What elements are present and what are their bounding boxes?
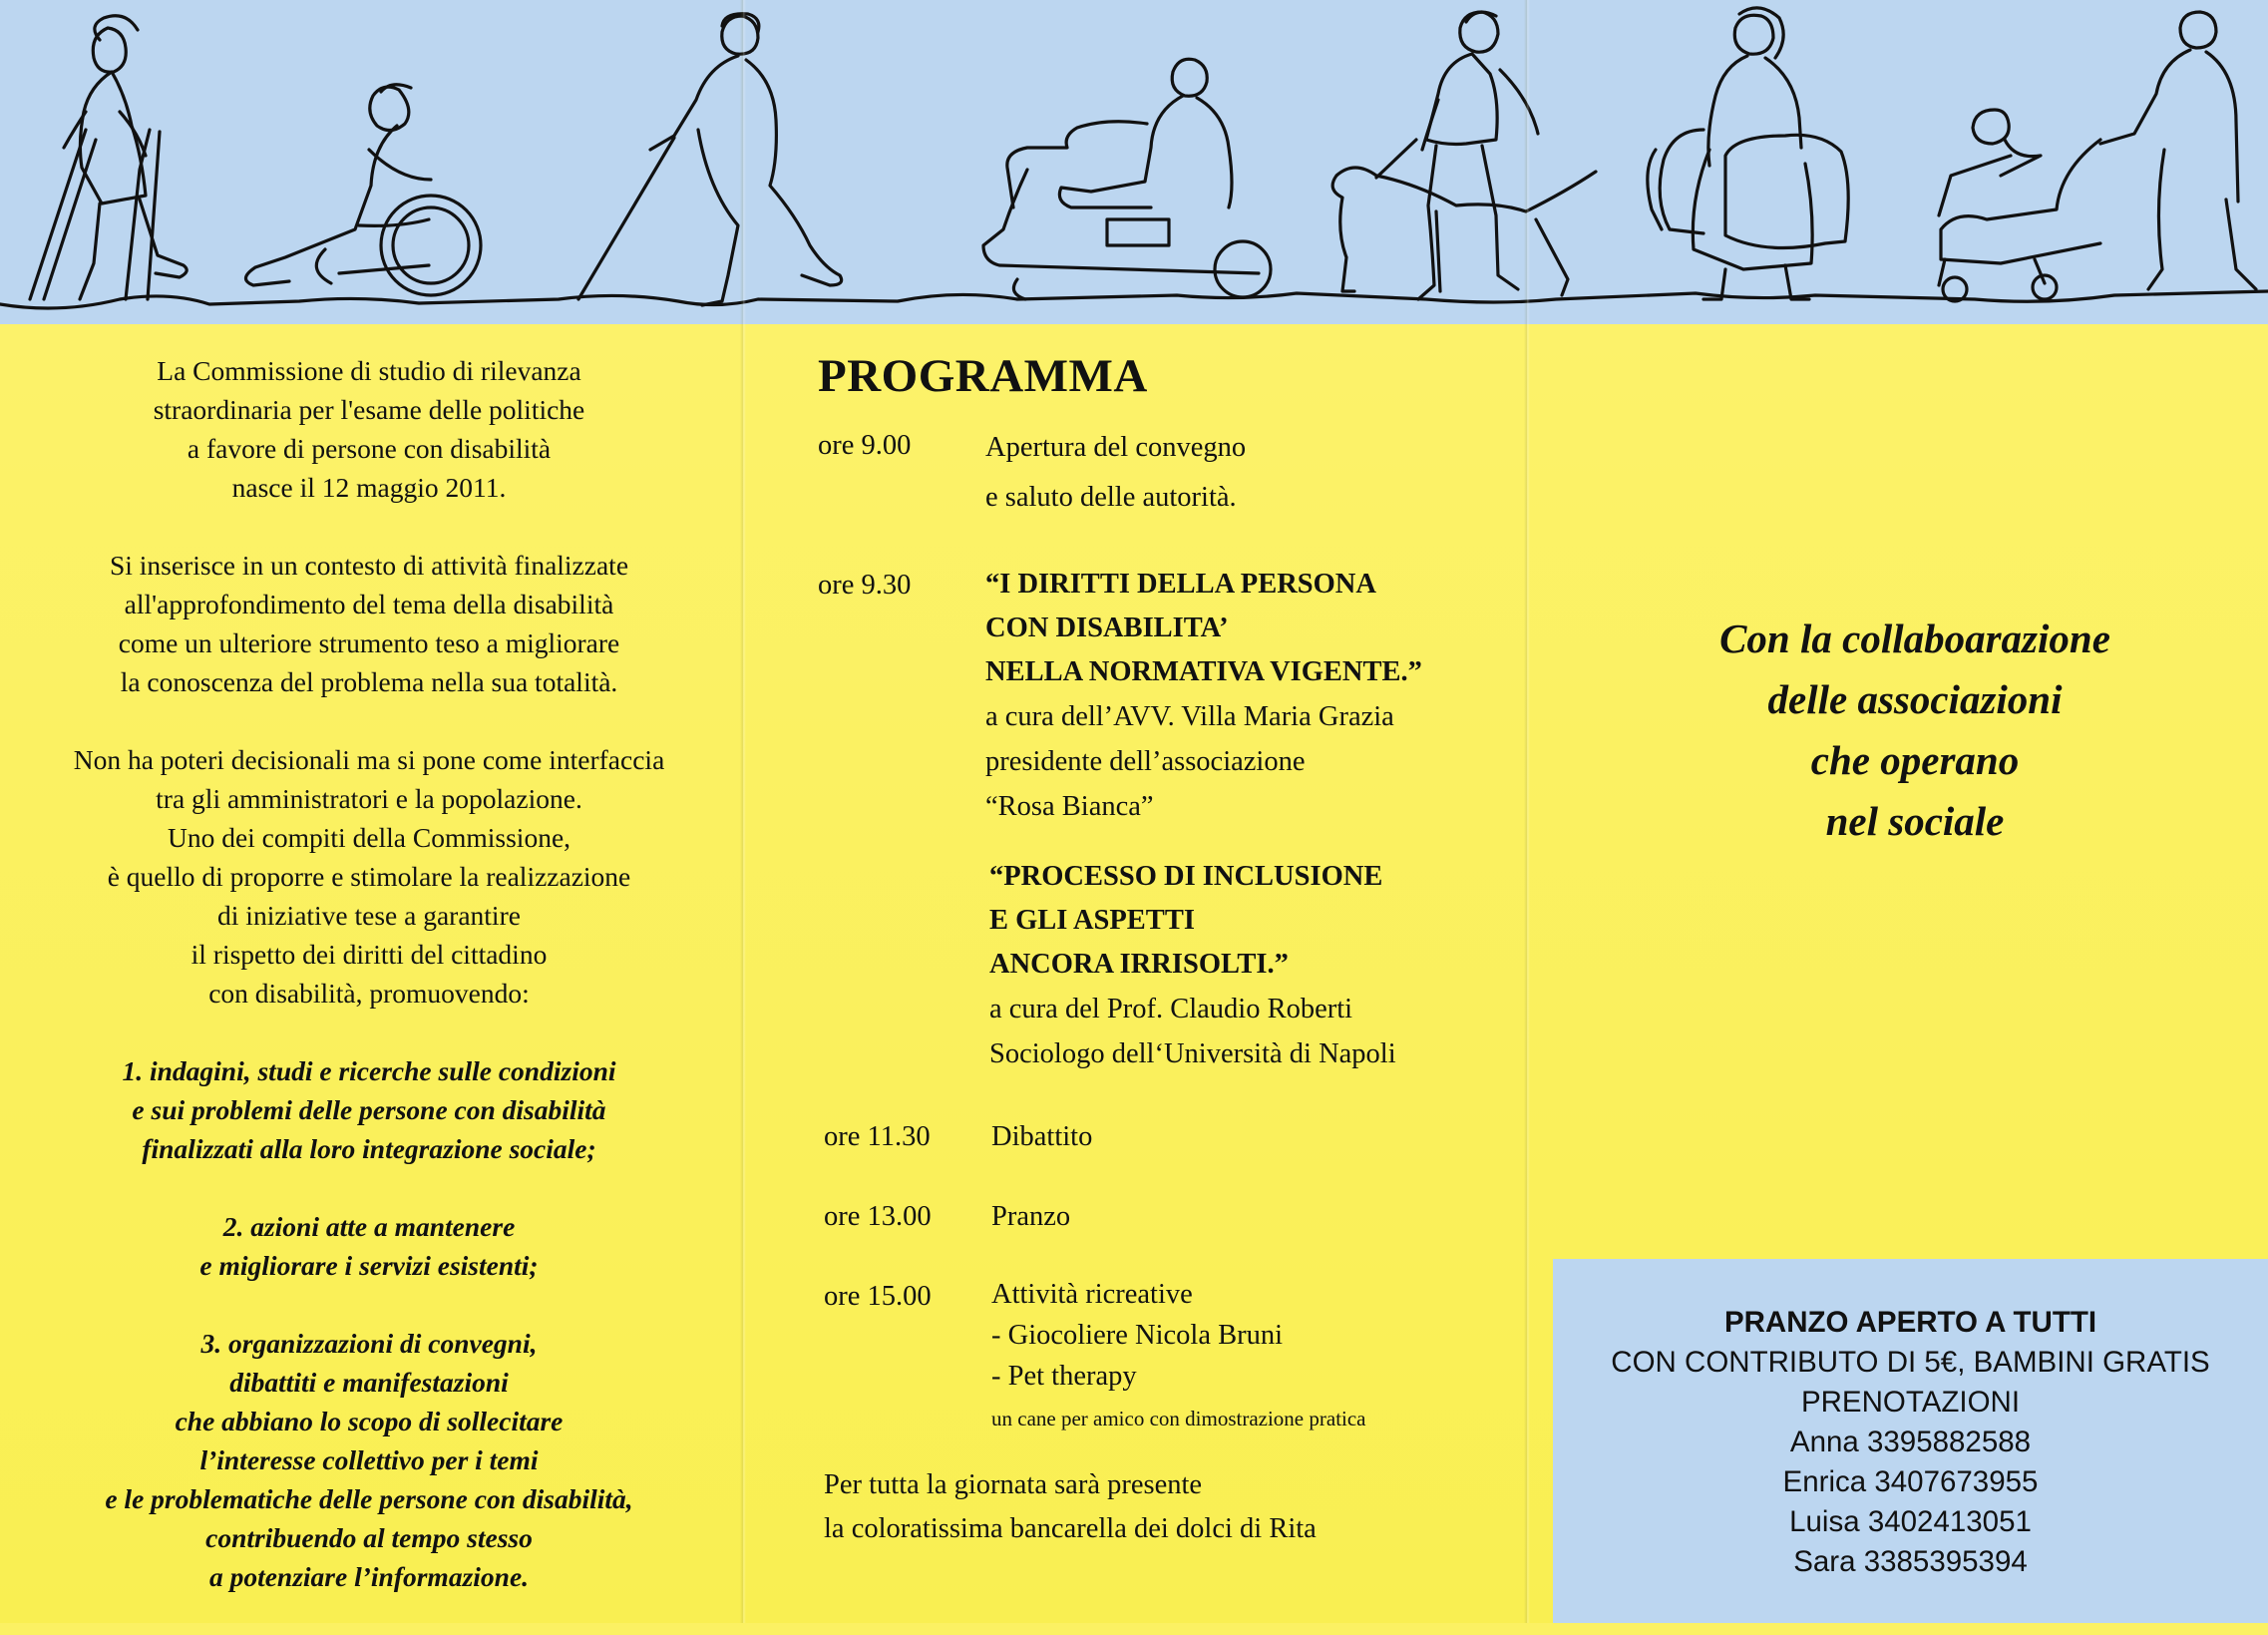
objective-item-2: 2. azioni atte a mantenere e migliorare i servizi esistenti;: [199, 1211, 539, 1281]
contact-sara: Sara 3385395394: [1793, 1545, 2028, 1578]
objectives-list: [20, 1051, 718, 1596]
row-time: ore 9.30: [818, 570, 912, 601]
person-blind-cane-icon: [578, 14, 842, 305]
person-mobility-scooter-icon: [983, 59, 1271, 299]
program-panel: [818, 349, 1516, 1551]
contact-anna: Anna 3395882588: [1789, 1426, 2032, 1458]
illustration-band: [0, 0, 2268, 332]
context-paragraph: Si inserisce in un contesto di attività finalizzate all'approfondimento del tema della disabilità come un ulteriore strumento teso a migliorare la conoscenza del problema nella sua totalità.: [109, 550, 629, 697]
program-row-activities: ore 15.00 Attività ricreative - Giocoliere Nicola Bruni - Pet therapy un cane per amico con dimostrazione pratica: [818, 1274, 1516, 1463]
intro-paragraph: La Commissione di studio di rilevanza straordinaria per l'esame delle politiche a favore di persone con disabilità nasce il 12 maggio 2011.: [153, 355, 585, 503]
person-crutches-icon: [30, 16, 187, 299]
reservations-label: PRENOTAZIONI: [1800, 1386, 2021, 1419]
program-row-lunch: ore 13.00 Pranzo: [818, 1194, 1516, 1274]
commission-description: [20, 351, 718, 1635]
talk-1-title: “I DIRITTI DELLA PERSONA CON DISABILITA’ NELLA NORMATIVA VIGENTE.”: [985, 569, 1422, 687]
person-stroller-icon: [1939, 12, 2256, 301]
program-row-talk-1: ore 9.30 “I DIRITTI DELLA PERSONA CON DISABILITA’ NELLA NORMATIVA VIGENTE.” a cura dell’AVV. Villa Maria Grazia presidente dell’associazione “Rosa Bianca”: [818, 563, 1516, 847]
pet-therapy-note: un cane per amico con dimostrazione pratica: [991, 1407, 1366, 1431]
program-row-opening: ore 9.00 Apertura del convegno e saluto delle autorità.: [818, 423, 1516, 523]
row-time: ore 11.30: [824, 1121, 931, 1152]
program-title: PROGRAMMA: [818, 350, 1148, 402]
row-time: ore 15.00: [824, 1281, 932, 1312]
program-row-talk-2: “PROCESSO DI INCLUSIONE E GLI ASPETTI ANCORA IRRISOLTI.” a cura del Prof. Claudio Roberti Sociologo dell‘Università di Napoli: [818, 855, 1516, 1084]
contact-enrica: Enrica 3407673955: [1782, 1465, 2039, 1498]
person-shopping-bags-icon: [1648, 8, 1848, 299]
person-wheelchair-icon: [245, 85, 481, 295]
talk-2-title: “PROCESSO DI INCLUSIONE E GLI ASPETTI ANCORA IRRISOLTI.”: [989, 861, 1383, 980]
ground-line: [0, 291, 2268, 308]
person-guide-dog-icon: [1332, 12, 1596, 299]
fold-line-right: [1524, 0, 1530, 1623]
people-illustration: [0, 0, 2268, 332]
lunch-info-box: [1553, 1259, 2268, 1623]
sweets-stall-note: Per tutta la giornata sarà presente la coloratissima bancarella dei dolci di Rita: [824, 1469, 1317, 1544]
objective-item-3: 3. organizzazioni di convegni, dibattiti e manifestazioni che abbiano lo scopo di sollecitare l’interesse collettivo per i temi e le problematiche delle persone con disabilità, contribuendo al tempo stesso a potenziare l’informazione.: [105, 1328, 633, 1592]
collaboration-text: Con la collaboarazione delle associazioni che operano nel sociale: [1719, 615, 2110, 844]
fold-line-left: [740, 0, 746, 1623]
row-time: ore 13.00: [824, 1201, 932, 1232]
program-row-debate: ore 11.30 Dibattito: [818, 1114, 1516, 1194]
lunch-heading: PRANZO APERTO A TUTTI: [1723, 1306, 2097, 1339]
contribution-line: CON CONTRIBUTO DI 5€, BAMBINI GRATIS: [1611, 1346, 2210, 1379]
contact-luisa: Luisa 3402413051: [1789, 1505, 2032, 1538]
role-paragraph: Non ha poteri decisionali ma si pone come interfaccia tra gli amministratori e la popolazione. Uno dei compiti della Commissione, è quello di proporre e stimolare la realizzazione di iniziative tese a garantire il rispetto dei diritti del cittadino con disabilità, promuovendo:: [73, 744, 665, 1009]
objective-item-1: 1. indagini, studi e ricerche sulle condizioni e sui problemi delle persone con disabilità finalizzati alla loro integrazione sociale;: [122, 1055, 616, 1164]
row-time: ore 9.00: [818, 430, 912, 461]
